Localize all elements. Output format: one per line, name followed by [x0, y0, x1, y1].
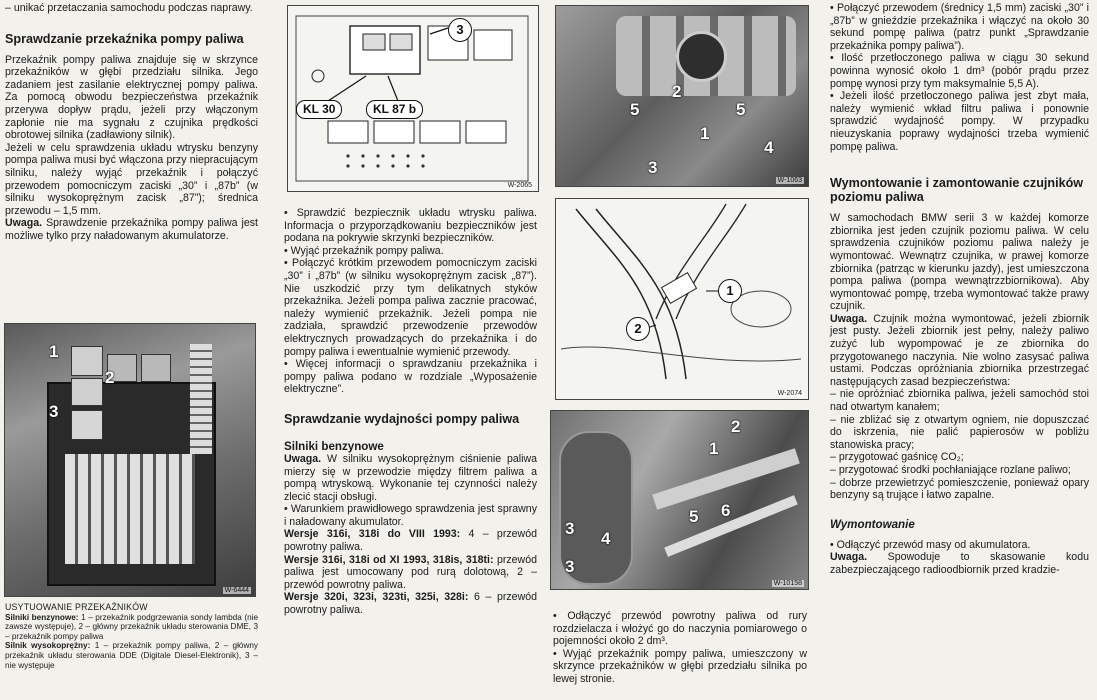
callout-3: 3: [648, 158, 658, 177]
fuel-lines-diagram: [556, 199, 808, 399]
bullet-more-info: • Więcej informacji o sprawdzaniu przekaźnika i pompy paliwa podano w rozdziale „Wyposażenie elektryczne”.: [284, 358, 537, 396]
callout-2: 2: [672, 82, 682, 101]
heading-removal: Wymontowanie: [830, 517, 915, 531]
callout-6: 6: [721, 501, 731, 520]
callout-5: 5: [689, 507, 699, 526]
callout-1: 1: [718, 279, 742, 303]
note-radio-code: Uwaga. Spowoduje to skasowanie kodu zabezpieczającego radioodbiornik przed kradzie-: [830, 551, 1089, 576]
fuse-grid: [65, 454, 195, 564]
fuse-strip: [190, 344, 212, 454]
relay-block: [141, 354, 171, 382]
bullet-battery: • Warunkiem prawidłowego sprawdzenia jest sprawny i naładowany akumulator.: [284, 503, 537, 528]
figure-code: W-1063: [777, 177, 802, 184]
bullet-check-fuse: • Sprawdzić bezpiecznik układu wtrysku paliwa. Informacja o przyporządkowaniu bezpieczników jest podana na pokrywie skrzynki bezpieczników.: [284, 207, 537, 245]
callout-2: 2: [105, 368, 115, 387]
heading-petrol-engines: Silniki benzynowe: [284, 439, 384, 453]
figure-engine-photo-1: [555, 5, 809, 187]
relay-block: [71, 346, 103, 376]
terminal-kl87b-label: KL 87 b: [366, 100, 423, 119]
safety-item: – nie zbliżać się z otwartym ogniem, nie dopuszczać do iskrzenia, nie palić papierosów w pobliżu stanowiska pracy;: [830, 413, 1089, 451]
callout-5: 5: [736, 100, 746, 119]
callout-1: 1: [700, 124, 710, 143]
note-empty-tank: Uwaga. Czujnik można wymontować, jeżeli zbiornik jest pusty. Jeżeli zbiornik jest pełny, należy paliwo zużyć lub wypompować je ze zbiornika do przygotowanego naczynia. Nie wolno zasysać paliwa ustami. Podczas opróżniania zbiornika przestrzegać następujących zasad bezpieczeństwa:: [830, 312, 1089, 388]
safety-item: – przygotować gaśnicę CO₂;: [830, 451, 964, 464]
figure-code: W-2074: [777, 390, 802, 397]
relay-block: [71, 378, 103, 406]
caption-diesel: Silnik wysokoprężny: 1 – przekaźnik pompy paliwa, 2 – główny przekaźnik układu sterowania DDE (Digitale Diesel-Elektronik), 3 – nie występuje: [5, 641, 259, 670]
callout-1: 1: [49, 342, 59, 361]
bullet-bridge-terminals: • Połączyć krótkim przewodem pomocniczym zaciski „30” i „87b” (w silniku wysokoprężnym zacisk „87”). Nie uszkodzić przy tym delikatnych styków przekaźnika. Jeżeli pompa paliwa zacznie pracować, należy wymienić przekaźnik. Jeżeli pompa nie zadziała, sprawdzić przewodzenie przewodów elektrycznych prowadzących do przekaźnika i do pompy paliwa i ewentualnie wymienić przewody.: [284, 257, 537, 358]
bullet-remove-pump-relay: • Wyjąć przekaźnik pompy paliwa, umieszczony w skrzynce przekaźników w głębi przedziału silnika po lewej stronie.: [553, 647, 807, 685]
bullet-remove-relay: • Wyjąć przekaźnik pompy paliwa.: [284, 244, 444, 257]
figure-caption-relays: [5, 603, 258, 670]
heading-level-sensors: Wymontowanie i zamontowanie czujników poziomu paliwa: [830, 176, 1084, 205]
callout-3: 3: [49, 402, 59, 421]
version-2: Wersje 316i, 318i od XI 1993, 318is, 318ti: przewód paliwa jest umocowany pod rurą dolotową, 2 – przewód powrotny paliwa.: [284, 553, 537, 591]
version-1: Wersje 316i, 318i do VIII 1993: 4 – przewód powrotny paliwa.: [284, 528, 537, 554]
note-diesel: Uwaga. W silniku wysokoprężnym ciśnienie paliwa mierzy się w przewodzie między filtrem paliwa a pompą wtryskową. Wykonanie tej czynności należy zlecić stacji obsługi.: [284, 452, 537, 503]
callout-2: 2: [626, 317, 650, 341]
figure-relay-terminals-drawing: [287, 5, 539, 192]
note-relay: Uwaga. Sprawdzenie przekaźnika pompy paliwa jest możliwe tylko przy naładowanym akumulatorze.: [5, 217, 258, 242]
safety-item: – przygotować środki pochłaniające rozlane paliwo;: [830, 464, 1071, 476]
column-1: [5, 0, 258, 243]
figure-fuel-lines-drawing: [555, 198, 809, 400]
bullet-connect-wire: • Połączyć przewodem (średnicy 1,5 mm) zaciski „30” i „87b” w gnieździe przekaźnika i włączyć na około 30 sekund pompę paliwa (patrz punkt „Sprawdzanie przekaźnika pompy paliwa”).: [830, 2, 1089, 52]
callout-4: 4: [601, 529, 611, 548]
column-2: [284, 207, 537, 617]
heading-relay-test: Sprawdzanie przekaźnika pompy paliwa: [5, 31, 244, 46]
version-3: Wersje 320i, 323i, 323ti, 325i, 328i: 6 – przewód powrotny paliwa.: [284, 591, 537, 617]
callout-4: 4: [764, 138, 774, 157]
relay-block: [71, 410, 103, 440]
relay-paragraph: Przekaźnik pompy paliwa znajduje się w skrzynce przekaźników w głębi przedziału silnika. Jego zadaniem jest zasilanie elektrycznej pompy paliwa. Za pomocą obwodu bezpieczeństwa przekaźnik przerywa dopływ prądu, jeżeli przy włączonym zapłonie nie ma sygnału z czujnika prędkości obrotowej silnika (zadławiony silnik).: [5, 53, 258, 142]
bullet-ground-cable: • Odłączyć przewód masy od akumulatora.: [830, 538, 1031, 551]
relay-terminal-diagram: [288, 6, 538, 191]
check-paragraph: Jeżeli w celu sprawdzenia układu wtrysku benzyny pompa paliwa musi być włączona przy niepracującym silniku, należy wyjąć przekaźnik i połączyć przewodem pomocniczym zaciski „30” i „87b” (w silniku wysokoprężnym zacisk „87”); średnica przewodu – 1,5 mm.: [5, 141, 258, 217]
heading-pump-performance: Sprawdzanie wydajności pompy paliwa: [284, 411, 520, 426]
callout-3: 3: [565, 519, 575, 538]
bullet-fuel-quantity: • Ilość przetłoczonego paliwa w ciągu 30 sekund powinna wynosić około 1 dm³ (pobór prądu przez pompę wynosi przy tym maksymalnie 5,5 A).: [830, 52, 1089, 90]
callout-5: 5: [630, 100, 640, 119]
safety-item: – dobrze przewietrzyć pomieszczenie, ponieważ opary benzyny są trujące i łatwo zapalne.: [830, 476, 1089, 502]
callout-3: 3: [448, 18, 472, 42]
caption-petrol: Silniki benzynowe: 1 – przekaźnik podgrzewania sondy lambda (nie zawsze występuje), 2 – główny przekaźnik układu sterowania DME, 3 – przekaźnik pompy paliwa: [5, 612, 258, 641]
column-4: [830, 0, 1089, 577]
bullet-low-quantity: • Jeżeli ilość przetłoczonego paliwa jest zbyt mała, należy wymienić wkład filtru paliwa i ponownie sprawdzić wydajność pompy. W przypadku nieuzyskania poprawy wydajności trzeba wymienić pompę paliwa.: [830, 90, 1089, 153]
sensors-paragraph: W samochodach BMW serii 3 w każdej komorze zbiornika jest jeden czujnik poziomu paliwa. W celu sprawdzenia czujników poziomu paliwa należy je wymontować. Wewnątrz czujnika, w prawej komorze zbiornika (patrząc w kierunku jazdy), jest umieszczona pompa paliwa (pompa wewnątrzzbiornikowa). Aby wymontować pompę, trzeba wymontować także prawy czujnik.: [830, 212, 1089, 313]
callout-3: 3: [565, 557, 575, 576]
callout-2: 2: [731, 417, 741, 436]
bullet-return-line: • Odłączyć przewód powrotny paliwa od rury rozdzielacza i włożyć go do naczynia pomiarowego o pojemności około 2 dm³.: [553, 610, 807, 648]
figure-relay-box-photo: [4, 323, 256, 597]
callout-1: 1: [709, 439, 719, 458]
caption-title: USYTUOWANIE PRZEKAŹNIKÓW: [5, 602, 148, 612]
safety-item: – nie opróżniać zbiornika paliwa, jeżeli samochód stoi nad otwartym kanałem;: [830, 388, 1089, 414]
fuel-hose: [664, 495, 798, 557]
terminal-kl30-label: KL 30: [296, 100, 342, 119]
figure-code: W-6444: [224, 587, 249, 594]
figure-code: W-2065: [507, 182, 532, 189]
figure-code: W-10158: [773, 580, 802, 587]
column-3: [553, 610, 807, 686]
intro-text: – unikać przetaczania samochodu podczas naprawy.: [5, 2, 253, 14]
throttle-body: [676, 31, 727, 82]
figure-engine-photo-2: [550, 410, 809, 590]
